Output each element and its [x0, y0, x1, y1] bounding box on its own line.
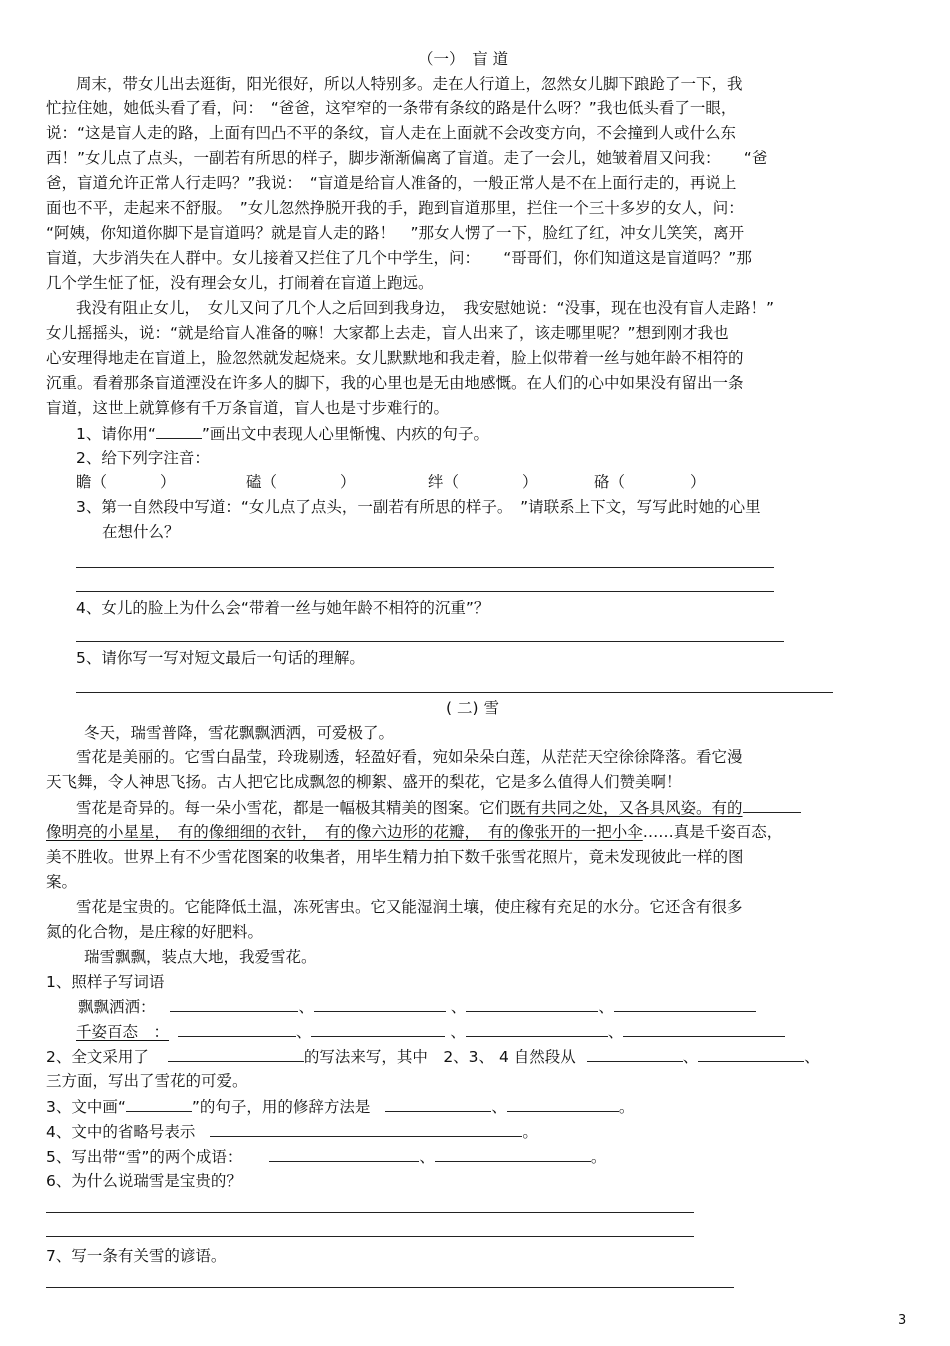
answer-line[interactable]: [76, 567, 774, 568]
example-word-2: 千姿百态 ：: [76, 1023, 170, 1041]
p2-line-5-text: ……真是千姿百态，: [642, 823, 783, 841]
separator: 、: [298, 998, 314, 1016]
passage2-title: ( 二) 雪: [446, 699, 499, 717]
p1-question-2: 2、给下列字注音：: [76, 449, 210, 467]
word-blank[interactable]: [314, 995, 446, 1012]
q2-text-b: 的写法来写，其中 2、3、 4 自然段从: [303, 1048, 576, 1066]
separator: 、: [450, 998, 467, 1016]
p2-line-8: 雪花是宝贵的。它能降低土温，冻死害虫。它又能湿润土壤，使庄稼有充足的水分。它还含有很多: [76, 898, 743, 916]
p1-question-4: 4、女儿的脸上为什么会“带着一丝与她年龄不相符的沉重”？: [76, 599, 490, 617]
word-blank[interactable]: [178, 1020, 296, 1037]
p2-line-4-text: 雪花是奇异的。每一朵小雪花，都是一幅极其精美的图案。它们: [76, 799, 511, 817]
example-word-1: 飘飘洒洒：: [78, 998, 156, 1016]
p1-line-13: 沉重。看着那条盲道湮没在许多人的脚下，我的心里也是无由地感慨。在人们的心中如果没有留出一条: [46, 374, 744, 392]
pinyin-1-close: ）: [160, 473, 176, 491]
q3-text-b: ”的句子，用的修辞方法是: [191, 1098, 371, 1116]
p1-question-3: 3、第一自然段中写道：“女儿点了点头，一副若有所思的样子。 ”请联系上下文，写写此时她的心里: [76, 498, 761, 516]
p1-question-3-cont: 在想什么？: [102, 523, 180, 541]
passage1-title: （一） 盲 道: [418, 50, 509, 68]
p1-question-1: [76, 422, 489, 445]
q1-blank[interactable]: [156, 422, 202, 439]
page-number: 3: [898, 1313, 907, 1328]
p1-line-11: 女儿摇摇头，说：“就是给盲人准备的嘛！大家都上去走，盲人出来了，该走哪里呢？”想到刚才我也: [46, 324, 729, 342]
pinyin-2-open: 磕（: [246, 473, 278, 491]
p2-question-5: [46, 1145, 606, 1168]
p2-line-4-underline-tail: [743, 796, 801, 813]
p2-question-3: [46, 1095, 634, 1118]
separator: 、: [804, 1048, 820, 1066]
p1-line-9: 几个学生怔了怔，没有理会女儿，打闹着在盲道上跑远。: [46, 274, 434, 292]
separator: 、: [295, 1023, 312, 1041]
q1-text-b: ”画出文中表现人心里惭愧、内疚的句子。: [201, 425, 489, 443]
q1-text-a: 1、请你用“: [76, 425, 156, 443]
pinyin-4-close: ）: [690, 473, 706, 491]
answer-line[interactable]: [46, 1212, 694, 1213]
p2-line-6: 美不胜收。世界上有不少雪花图案的收集者，用毕生精力拍下数千张雪花照片，竟未发现彼此一样的图: [46, 848, 744, 866]
answer-line[interactable]: [46, 1236, 694, 1237]
p1-line-14: 盲道，这世上就算修有千万条盲道，盲人也是寸步难行的。: [46, 399, 450, 417]
end-mark: 。: [618, 1098, 635, 1116]
q3-marker-blank[interactable]: [126, 1095, 192, 1112]
word-blank[interactable]: [170, 995, 298, 1012]
q2-text-a: 2、全文采用了: [46, 1048, 149, 1066]
p2-line-9: 氮的化合物，是庄稼的好肥料。: [46, 923, 264, 941]
pinyin-3-open: 绊（: [428, 473, 460, 491]
p2-line-5: [46, 821, 782, 843]
p2-line-7: 案。: [46, 873, 78, 891]
p1-line-12: 心安理得地走在盲道上，脸忽然就发起烧来。女儿默默地和我走着，脸上似带着一丝与她年龄不相符的: [46, 349, 744, 367]
p1-line-4: 西！”女儿点了点头，一副若有所思的样子，脚步渐渐偏离了盲道。走了一会儿，她皱着眉又问我： “爸: [46, 149, 768, 167]
q4-blank[interactable]: [210, 1120, 522, 1137]
p1-line-8: 盲道，大步消失在人群中。女儿接着又拦住了几个中学生，问： “哥哥们，你们知道这是盲道吗？”那: [46, 249, 752, 267]
word-blank[interactable]: [311, 1020, 445, 1037]
word-blank[interactable]: [623, 1020, 785, 1037]
q3-text-a: 3、文中画“: [46, 1098, 126, 1116]
answer-line[interactable]: [76, 591, 774, 592]
p1-question-5: 5、请你写一写对短文最后一句话的理解。: [76, 649, 365, 667]
p1-line-3: 说：“这是盲人走的路，上面有凹凸不平的条纹，盲人走在上面就不会改变方向，不会撞到人或什么东: [46, 124, 737, 142]
word-row-2: [76, 1020, 785, 1043]
p1-line-6: 面也不平，走起来不舒服。 ”女儿忽然挣脱开我的手，跑到盲道那里，拦住一个三十多岁的女人，问：: [46, 199, 744, 217]
p1-line-7: “阿姨，你知道你脚下是盲道吗？就是盲人走的路！ ”那女人愣了一下，脸红了红，冲女儿笑笑，离开: [46, 224, 745, 242]
p2-line-5-underlined: 像明亮的小星星， 有的像细细的衣针， 有的像六边形的花瓣， 有的像张开的一把小伞: [46, 823, 643, 841]
p2-question-6: 6、为什么说瑞雪是宝贵的？: [46, 1172, 242, 1190]
pinyin-2-close: ）: [340, 473, 356, 491]
p2-line-4: [76, 796, 801, 819]
answer-line[interactable]: [46, 1287, 734, 1288]
p1-line-10: 我没有阻止女儿， 女儿又问了几个人之后回到我身边， 我安慰她说：“没事，现在也没有盲人走路！”: [76, 299, 775, 317]
p2-question-4: [46, 1120, 538, 1143]
separator: 、: [598, 998, 614, 1016]
p2-question-2-cont: 三方面，写出了雪花的可爱。: [46, 1072, 248, 1090]
q4-text: 4、文中的省略号表示: [46, 1123, 196, 1141]
end-mark: 。: [590, 1148, 607, 1166]
separator: 、: [491, 1098, 507, 1116]
q2-blank-method[interactable]: [168, 1045, 304, 1062]
word-blank[interactable]: [466, 995, 598, 1012]
q2-blank-1[interactable]: [587, 1045, 683, 1062]
p2-line-2: 雪花是美丽的。它雪白晶莹，玲珑剔透，轻盈好看，宛如朵朵白莲，从茫茫天空徐徐降落。看它漫: [76, 748, 743, 766]
p1-line-5: 爸，盲道允许正常人行走吗？”我说： “盲道是给盲人准备的，一般正常人是不在上面行走的，再说上: [46, 174, 737, 192]
p1-line-1: 周末，带女儿出去逛街，阳光很好，所以人特别多。走在人行道上，忽然女儿脚下踉跄了一下，我: [76, 75, 743, 93]
separator: 、: [450, 1023, 466, 1041]
word-blank[interactable]: [466, 1020, 608, 1037]
answer-line[interactable]: [76, 692, 833, 693]
q2-blank-2[interactable]: [698, 1045, 804, 1062]
word-row-1: [78, 995, 756, 1018]
p2-line-4-underlined: 既有共同之处，又各具风姿。有的: [510, 799, 743, 817]
pinyin-4-open: 硌（: [594, 473, 626, 491]
p1-line-2: 忙拉住她，她低头看了看，问： “爸爸，这窄窄的一条带有条纹的路是什么呀？”我也低头看了一眼，: [46, 99, 737, 117]
p2-question-2: [46, 1045, 820, 1068]
p2-question-1: 1、照样子写词语: [46, 973, 165, 991]
word-blank[interactable]: [614, 995, 756, 1012]
separator: 、: [419, 1148, 435, 1166]
end-mark: 。: [522, 1123, 538, 1141]
answer-line[interactable]: [76, 641, 784, 642]
q5-blank-1[interactable]: [269, 1145, 419, 1162]
q5-blank-2[interactable]: [435, 1145, 591, 1162]
separator: 、: [682, 1048, 699, 1066]
pinyin-3-close: ）: [522, 473, 538, 491]
separator: 、: [607, 1023, 624, 1041]
p2-line-10: 瑞雪飘飘，装点大地，我爱雪花。: [84, 948, 317, 966]
q3-blank-2[interactable]: [507, 1095, 619, 1112]
p2-question-7: 7、写一条有关雪的谚语。: [46, 1247, 227, 1265]
q3-blank-1[interactable]: [385, 1095, 491, 1112]
p2-line-1: 冬天，瑞雪普降，雪花飘飘洒洒，可爱极了。: [84, 724, 395, 742]
pinyin-1-open: 瞻（: [76, 473, 108, 491]
q5-text: 5、写出带“雪”的两个成语：: [46, 1148, 243, 1166]
p2-line-3: 天飞舞，令人神思飞扬。古人把它比成飘忽的柳絮、盛开的梨花，它是多么值得人们赞美啊！: [46, 773, 682, 791]
